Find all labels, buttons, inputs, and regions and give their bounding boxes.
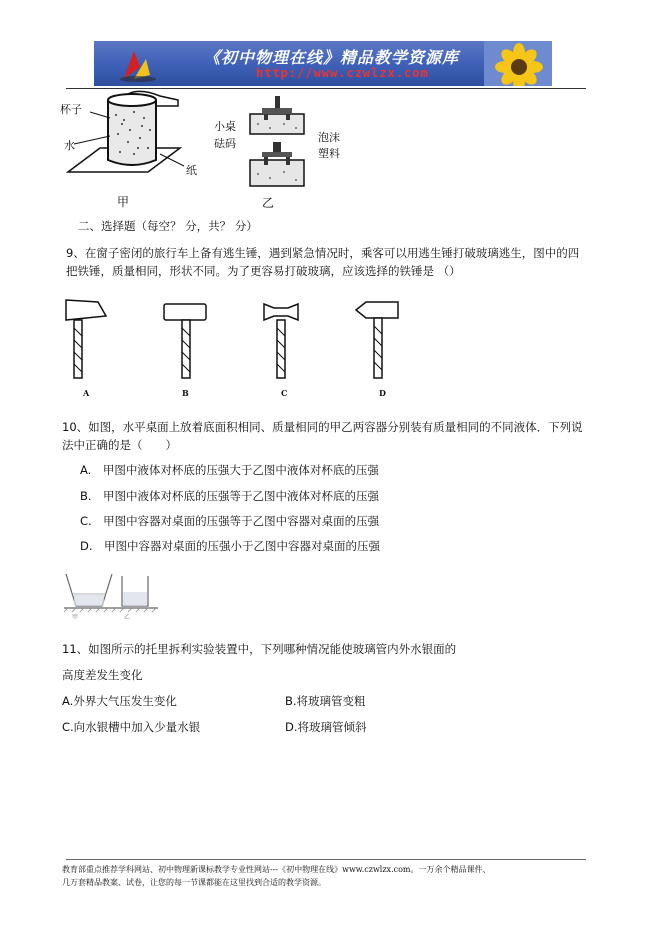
label-water: 水 [64,139,75,152]
hammer-b-icon [164,304,206,378]
figure-table-on-foam [240,94,310,192]
footer-line-1: 教育部重点推荐学科网站、初中物理新课标教学专业性网站---《初中物理在线》www.czwlzx.com。一万余个精品课件、 [62,865,491,874]
hammer-label-c: C [281,388,288,398]
figure-hammers [60,296,420,384]
label-paper: 纸 [186,164,197,177]
figure-caption-jia: 甲 [117,195,130,209]
header-rule [66,88,586,89]
hammer-c-icon [264,304,298,378]
section-heading: 二、选择题（每空？ 分，共？ 分） [78,219,258,233]
hammer-d-icon [356,302,398,378]
q10-choice-a: A. 甲图中液体对杯底的压强大于乙图中液体对杯底的压强 [80,463,379,477]
q9-line-1: 9、在窗子密闭的旅行车上备有逃生锤，遇到紧急情况时，乘客可以用逃生锤打破玻璃逃生，图中的四 [66,246,580,260]
q10-choice-c: C. 甲图中容器对桌面的压强等于乙图中容器对桌面的压强 [80,514,380,528]
container-label-yi: 乙 [124,614,131,621]
q10-choice-d: D. 甲图中容器对桌面的压强小于乙图中容器对桌面的压强 [80,539,381,553]
figure-two-containers [62,572,160,616]
q10-line-2: 法中正确的是（ ） [62,438,177,452]
footer-line-2: 几万套精品教案、试卷，让您的每一节课都能在这里找到合适的教学资源。 [62,878,326,887]
q10-line-1: 10、如图，水平桌面上放着底面积相同、质量相同的甲乙两容器分别装有质量相同的不同液体．下列说 [62,420,583,434]
q11-line-2: 高度差发生变化 [62,668,143,682]
label-cup: 杯子 [60,103,82,116]
site-logo-icon [120,51,156,82]
q11-choice-c: C.向水银槽中加入少量水银 [62,720,201,734]
q11-choice-b: B.将玻璃管变粗 [285,694,366,708]
hammer-label-a: A [83,388,90,398]
q9-line-2: 把铁锤，质量相同，形状不同。为了更容易打破玻璃，应该选择的铁锤是 （） [66,264,461,278]
label-weight: 砝码 [214,137,236,150]
header-banner [94,41,552,86]
sunflower-icon [484,41,552,86]
banner-url[interactable]: http://www.czwlzx.com [256,66,429,80]
hammer-label-d: D [379,388,386,398]
hammer-label-b: B [182,388,189,398]
container-label-jia: 甲 [72,614,79,621]
label-foam-2: 塑料 [318,147,340,160]
q11-choice-d: D.将玻璃管倾斜 [285,720,367,734]
q10-choice-b: B. 甲图中液体对杯底的压强等于乙图中液体对杯底的压强 [80,489,380,503]
label-foam-1: 泡沫 [318,131,340,144]
banner-title: 《初中物理在线》精品教学资源库 [204,48,460,67]
figure-caption-yi: 乙 [262,196,275,210]
label-small-table: 小桌 [214,120,236,133]
q11-line-1: 11、如图所示的托里拆利实验装置中，下列哪种情况能使玻璃管内外水银面的 [62,642,457,656]
footer-rule [66,859,586,860]
q11-choice-a: A.外界大气压发生变化 [62,694,177,708]
hammer-a-icon [66,300,106,378]
